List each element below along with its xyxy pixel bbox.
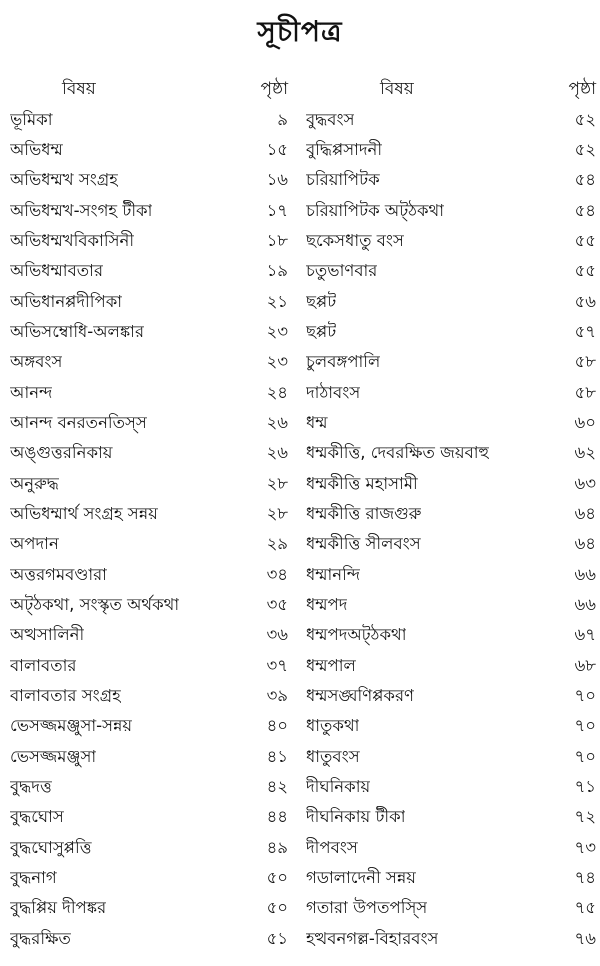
entry-page-number: ২৩ (266, 352, 288, 372)
list-item (306, 287, 596, 317)
list-item (10, 894, 288, 924)
entry-page-number: ২৮ (266, 473, 288, 493)
entry-page-number: ৫৪ (574, 200, 596, 220)
list-item (306, 712, 596, 742)
entry-page-number: ৭১ (574, 776, 596, 796)
list-item (306, 772, 596, 802)
list-item (10, 499, 288, 529)
topic-header: বিষয় (62, 79, 96, 99)
entry-topic: বুদ্ধঘোসুপ্পত্তি (10, 837, 92, 857)
entry-topic: অভিসম্বোধি-অলঙ্কার (10, 321, 145, 341)
entry-page-number: ৬৬ (574, 594, 596, 614)
list-item (306, 166, 596, 196)
entry-topic: বুদ্ধিপ্পসাদনী (306, 139, 383, 159)
entry-topic: দীঘনিকায় (306, 776, 371, 796)
entry-page-number: ২৬ (266, 412, 288, 432)
entry-topic: অভিধানপ্পদীপিকা (10, 291, 123, 311)
entry-page-number: ৩৬ (266, 625, 288, 645)
page-header: পৃষ্ঠা (568, 79, 596, 99)
list-item (306, 378, 596, 408)
list-item (10, 651, 288, 681)
entry-topic: অভিধম্মখ-সংগহ টীকা (10, 200, 153, 220)
list-item (10, 348, 288, 378)
entry-topic: হত্থবনগল্ল-বিহারবংস (306, 928, 439, 948)
entry-page-number: ১৭ (266, 200, 288, 220)
entry-page-number: ৪৯ (266, 837, 288, 857)
list-item (306, 863, 596, 893)
entry-list (306, 105, 596, 954)
entry-page-number: ২৮ (266, 503, 288, 523)
list-item (306, 257, 596, 287)
entry-page-number: ২৩ (266, 321, 288, 341)
entry-topic: ধম্মকীত্তি মহাসামী (306, 473, 418, 493)
entry-topic: ছকেসধাতু বংস (306, 230, 404, 250)
list-item (306, 408, 596, 438)
entry-page-number: ৫১ (266, 928, 288, 948)
list-item (10, 317, 288, 347)
entry-page-number: ৬৩ (574, 473, 596, 493)
entry-page-number: ৭৫ (574, 898, 596, 918)
entry-topic: অঙ্গুত্তরনিকায় (10, 443, 113, 463)
list-item (306, 894, 596, 924)
entry-page-number: ৬৮ (574, 655, 596, 675)
entry-topic: ধাতুকথা (306, 716, 360, 736)
entry-topic: অত্তরগমবণ্ডারা (10, 564, 107, 584)
entry-page-number: ১৬ (266, 170, 288, 190)
list-item (306, 317, 596, 347)
entry-topic: বুদ্ধদত্ত (10, 776, 52, 796)
topic-header: বিষয় (380, 79, 414, 99)
list-item (10, 469, 288, 499)
page-title: সূচীপত্র (257, 15, 343, 48)
list-item (306, 651, 596, 681)
entry-topic: ধম্মকীত্তি সীলবংস (306, 534, 421, 554)
list-item (10, 590, 288, 620)
entry-page-number: ৫৫ (574, 261, 596, 281)
entry-topic: ধাতুবংস (306, 746, 360, 766)
list-item (306, 560, 596, 590)
entry-page-number: ৫৪ (574, 170, 596, 190)
entry-page-number: ৩৭ (266, 655, 288, 675)
entry-topic: চরিয়াপিটক অট্‌ঠকথা (306, 200, 445, 220)
list-item (10, 621, 288, 651)
entry-page-number: ৩৫ (266, 594, 288, 614)
entry-page-number: ৯ (277, 109, 288, 129)
entry-topic: গডালাদেনী সন্নয় (306, 867, 416, 887)
column-header (10, 74, 288, 104)
entry-page-number: ৬৪ (574, 534, 596, 554)
entry-list (10, 105, 288, 954)
entry-page-number: ১৮ (266, 230, 288, 250)
entry-page-number: ৭০ (574, 685, 596, 705)
entry-topic: বুদ্ধপ্পিয় দীপঙ্কর (10, 898, 107, 918)
list-item (10, 105, 288, 135)
entry-topic: দাঠাবংস (306, 382, 361, 402)
entry-page-number: ৭৪ (574, 867, 596, 887)
list-item (10, 742, 288, 772)
entry-topic: অট্‌ঠকথা, সংস্কৃত অর্থকথা (10, 594, 180, 614)
list-item (306, 439, 596, 469)
entry-topic: বুদ্ধবংস (306, 109, 355, 129)
list-item (10, 712, 288, 742)
list-item (10, 196, 288, 226)
contents-column-right (306, 74, 596, 954)
list-item (306, 135, 596, 165)
list-item (306, 681, 596, 711)
list-item (10, 863, 288, 893)
entry-topic: চুলবঙ্গপালি (306, 352, 381, 372)
entry-topic: অভিধম্মার্থ সংগ্রহ সন্নয় (10, 503, 158, 523)
list-item (10, 439, 288, 469)
entry-topic: বালাবতার সংগ্রহ (10, 685, 121, 705)
entry-page-number: ২১ (266, 291, 288, 311)
list-item (10, 378, 288, 408)
entry-topic: ধম্ম (306, 412, 328, 432)
list-item (10, 287, 288, 317)
entry-page-number: ২৪ (266, 382, 288, 402)
entry-page-number: ৬৪ (574, 503, 596, 523)
list-item (10, 803, 288, 833)
entry-page-number: ৩৯ (266, 685, 288, 705)
entry-page-number: ৩৪ (266, 564, 288, 584)
list-item (306, 196, 596, 226)
entry-page-number: ২৯ (266, 534, 288, 554)
entry-topic: ভূমিকা (10, 109, 53, 129)
list-item (10, 772, 288, 802)
entry-topic: দীঘনিকায় টীকা (306, 807, 406, 827)
entry-topic: অত্থসালিনী (10, 625, 85, 645)
entry-page-number: ৪৪ (266, 807, 288, 827)
list-item (306, 530, 596, 560)
entry-page-number: ৭৩ (574, 837, 596, 857)
entry-page-number: ৭০ (574, 746, 596, 766)
entry-page-number: ৭০ (574, 716, 596, 736)
list-item (10, 408, 288, 438)
entry-page-number: ৫৬ (574, 291, 596, 311)
list-item (306, 348, 596, 378)
entry-page-number: ৫৫ (574, 230, 596, 250)
entry-topic: অভিধম্মখ সংগ্রহ (10, 170, 118, 190)
entry-topic: বালাবতার (10, 655, 77, 675)
list-item (10, 135, 288, 165)
entry-topic: অঙ্গবংস (10, 352, 63, 372)
entry-page-number: ৪২ (266, 776, 288, 796)
list-item (10, 530, 288, 560)
list-item (306, 924, 596, 954)
entry-topic: আনন্দ (10, 382, 53, 402)
list-item (10, 833, 288, 863)
entry-topic: বুদ্ধরক্ষিত (10, 928, 71, 948)
list-item (306, 803, 596, 833)
entry-topic: অভিধম্ম (10, 139, 63, 159)
entry-page-number: ৬০ (574, 412, 596, 432)
entry-page-number: ১৯ (266, 261, 288, 281)
entry-page-number: ৫৭ (574, 321, 596, 341)
entry-topic: ধম্মকীত্তি রাজগুরু (306, 503, 422, 523)
entry-topic: অভিধম্মাবতার (10, 261, 104, 281)
entry-topic: ধম্মসঙ্ঘণিপ্পকরণ (306, 685, 415, 705)
page-header: পৃষ্ঠা (260, 79, 288, 99)
list-item (306, 469, 596, 499)
list-item (306, 499, 596, 529)
entry-topic: বুদ্ধঘোস (10, 807, 64, 827)
entry-topic: ভেসজ্জমঞ্জুসা-সন্নয় (10, 716, 133, 736)
entry-page-number: ৬৬ (574, 564, 596, 584)
list-item (10, 681, 288, 711)
entry-topic: ধম্মপদঅট্‌ঠকথা (306, 625, 407, 645)
entry-topic: ধম্মপদ (306, 594, 348, 614)
entry-topic: চতুভাণবার (306, 261, 378, 281)
entry-page-number: ৫০ (266, 867, 288, 887)
entry-page-number: ৭২ (574, 807, 596, 827)
entry-topic: অনুরুদ্ধ (10, 473, 59, 493)
list-item (10, 226, 288, 256)
entry-page-number: ১৫ (266, 139, 288, 159)
entry-topic: বুদ্ধনাগ (10, 867, 57, 887)
list-item (306, 590, 596, 620)
entry-page-number: ৫৮ (574, 382, 596, 402)
entry-page-number: ৫২ (574, 109, 596, 129)
entry-topic: ধম্মানন্দি (306, 564, 361, 584)
entry-page-number: ৪১ (266, 746, 288, 766)
list-item (10, 560, 288, 590)
entry-page-number: ২৬ (266, 443, 288, 463)
entry-page-number: ৬৭ (574, 625, 596, 645)
list-item (306, 226, 596, 256)
list-item (306, 621, 596, 651)
entry-topic: ভেসজ্জমঞ্জুসা (10, 746, 97, 766)
entry-topic: অপদান (10, 534, 59, 554)
list-item (10, 924, 288, 954)
entry-topic: চরিয়াপিটক (306, 170, 380, 190)
column-header (306, 74, 596, 104)
list-item (10, 166, 288, 196)
entry-page-number: ৬২ (574, 443, 596, 463)
entry-page-number: ৫০ (266, 898, 288, 918)
contents-column-left (10, 74, 288, 954)
entry-page-number: ৫৮ (574, 352, 596, 372)
list-item (10, 257, 288, 287)
entry-topic: গতারা উপতপস্সি (306, 898, 428, 918)
entry-topic: দীপবংস (306, 837, 358, 857)
entry-topic: ধম্মকীত্তি, দেবরক্ষিত জয়বাহু (306, 443, 490, 463)
entry-topic: আনন্দ বনরতনতিস্স (10, 412, 147, 432)
entry-page-number: ৪০ (266, 716, 288, 736)
entry-topic: ছপ্পট (306, 291, 337, 311)
entry-page-number: ৫২ (574, 139, 596, 159)
list-item (306, 105, 596, 135)
list-item (306, 833, 596, 863)
list-item (306, 742, 596, 772)
entry-page-number: ৭৬ (574, 928, 596, 948)
entry-topic: অভিধম্মখবিকাসিনী (10, 230, 135, 250)
entry-topic: ছপ্পট (306, 321, 337, 341)
entry-topic: ধম্মপাল (306, 655, 356, 675)
